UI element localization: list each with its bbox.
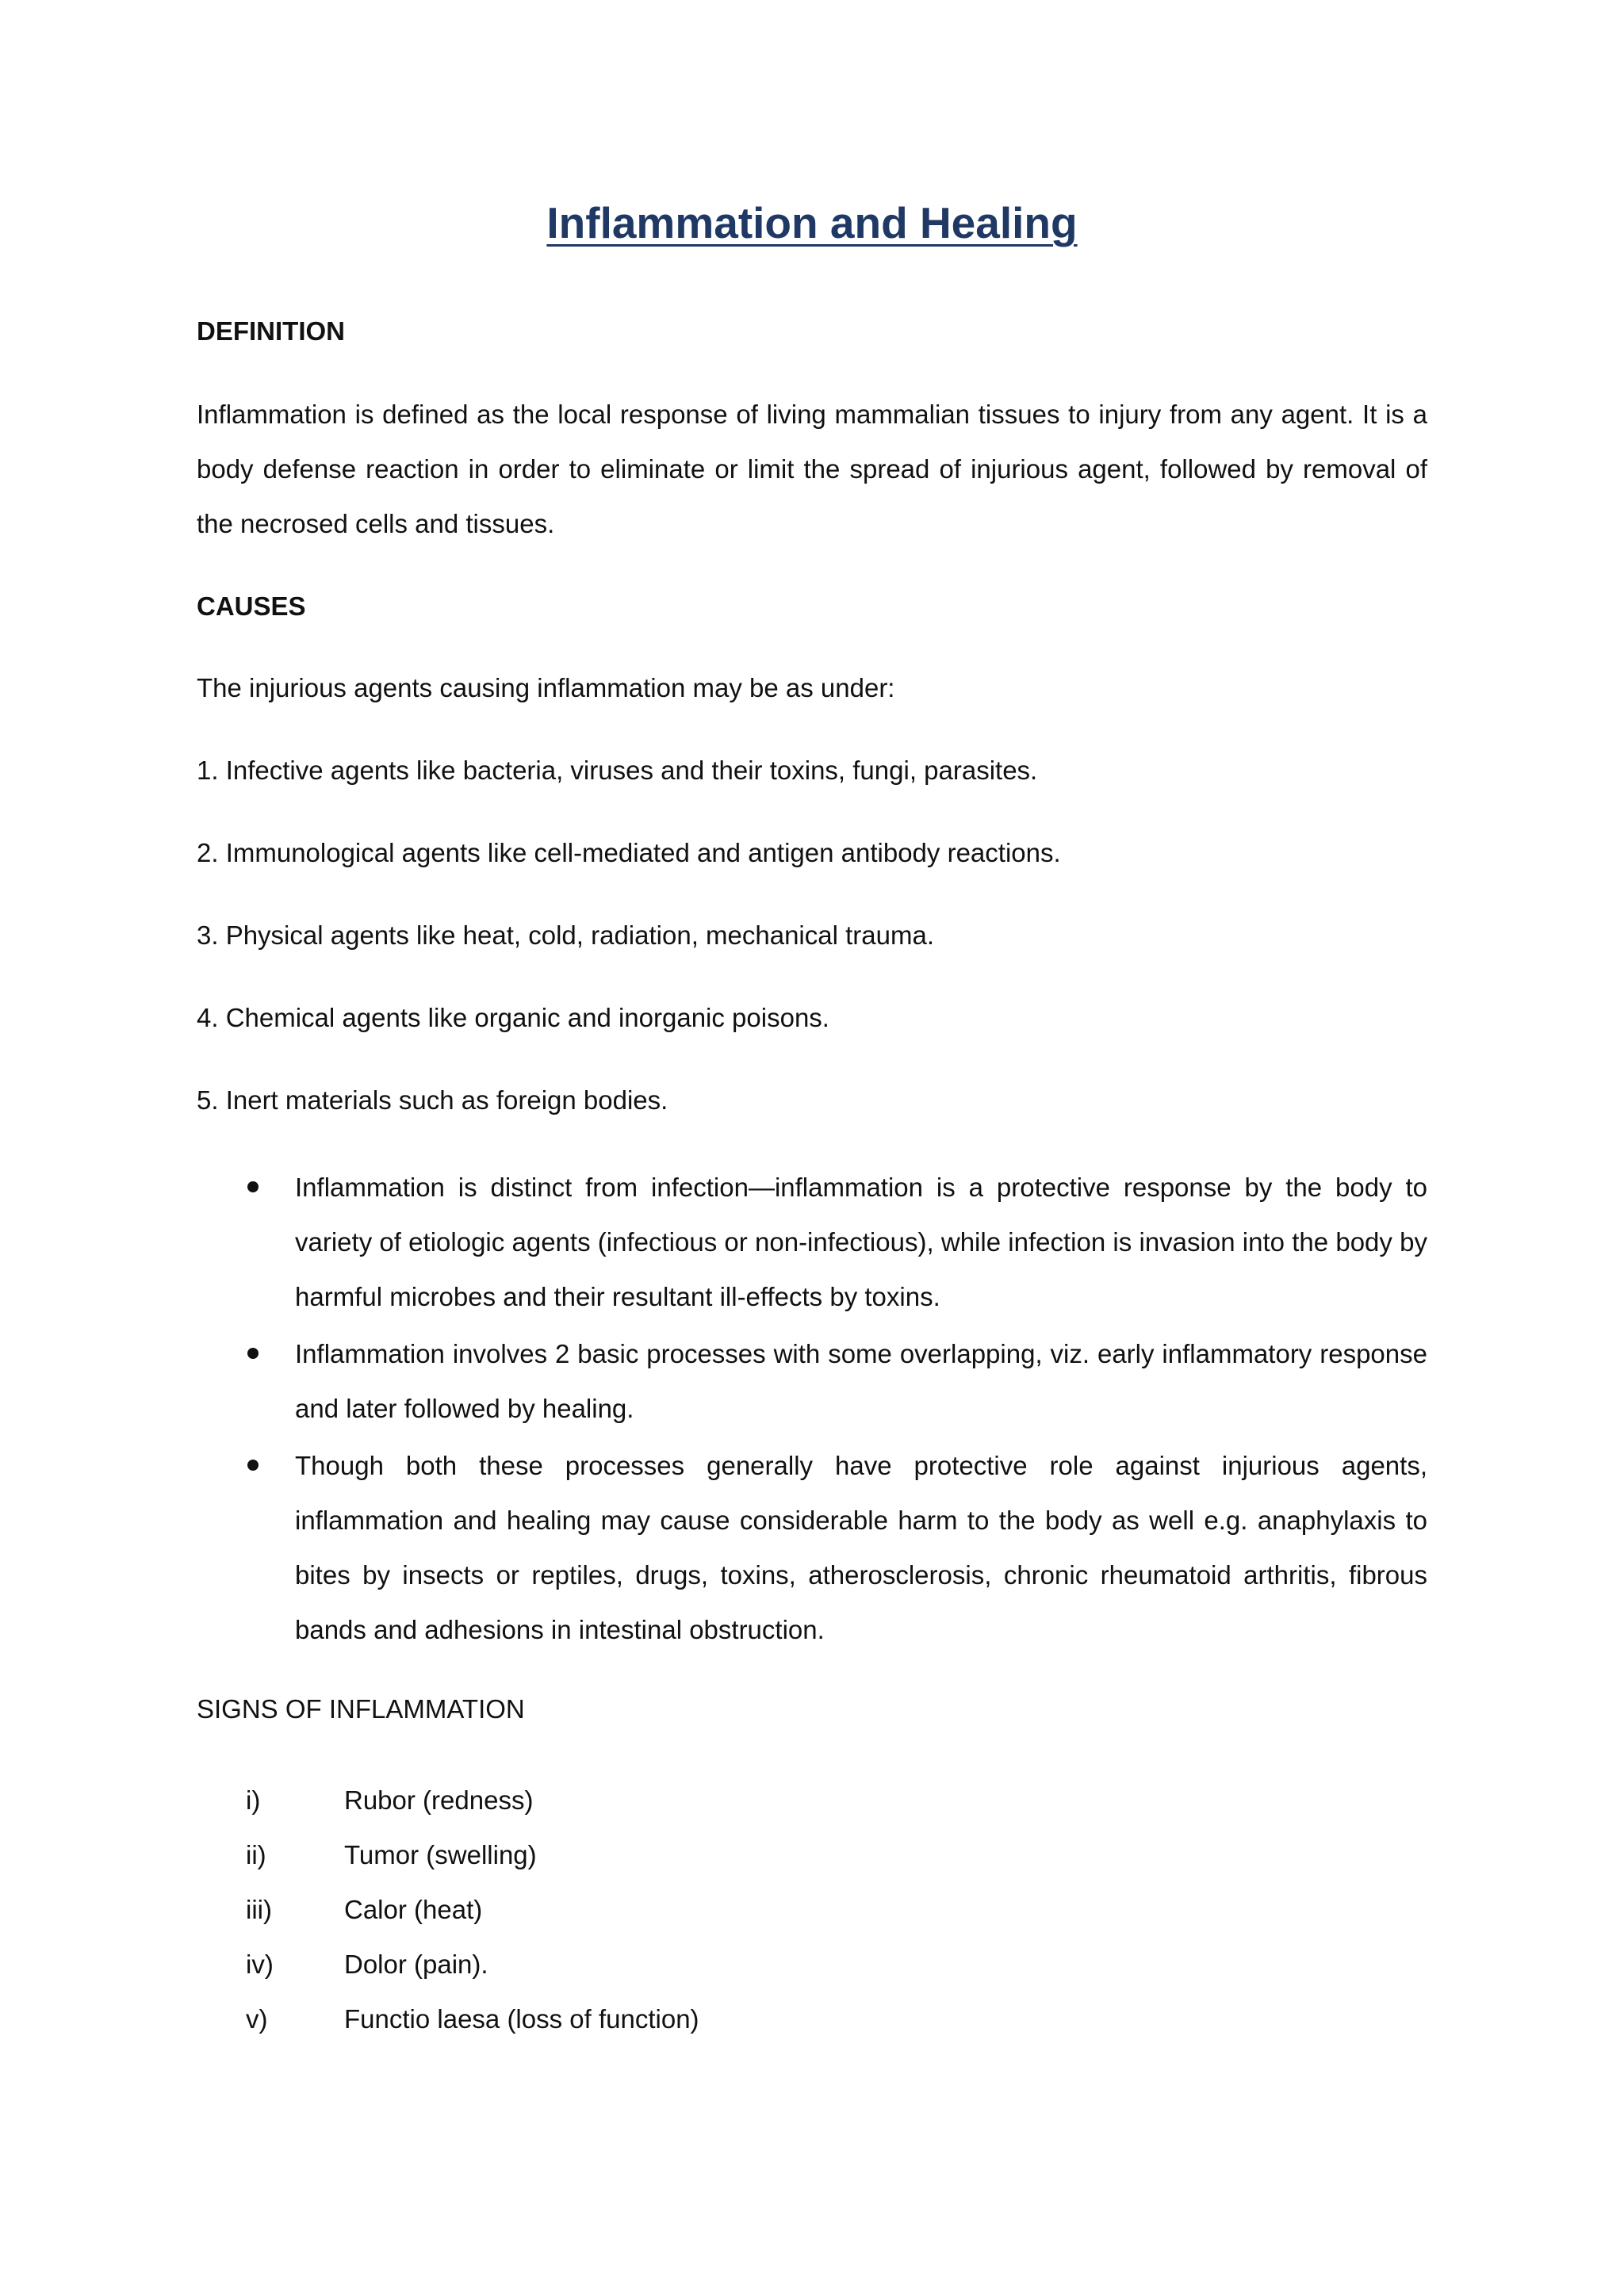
- sign-item: [197, 1992, 1427, 2046]
- document-title: Inflammation and Healing: [546, 198, 1078, 247]
- bullet-list: [197, 1160, 1427, 1657]
- bullet-dot-icon: [247, 1181, 259, 1192]
- definition-heading: DEFINITION: [197, 316, 345, 346]
- bullet-text: Inflammation is distinct from infection—inflammation is a protective response by the body to variety of etiologic agents (infectious or non-infectious), while infection is invasion into the body by harmful microbes and their resultant ill-effects by toxins.: [295, 1173, 1427, 1311]
- bullet-text: Though both these processes generally have protective role against injurious agents, inflammation and healing may cause considerable harm to the body as well e.g. anaphylaxis to bites by insects or reptiles, drugs, toxins, atherosclerosis, chronic rheumatoid arthritis, fibrous bands and adhesions in intestinal obstruction.: [295, 1451, 1427, 1644]
- bullet-dot-icon: [247, 1460, 259, 1471]
- sign-number: v): [246, 2004, 268, 2034]
- sign-number: iv): [246, 1950, 274, 1979]
- signs-list: [197, 1773, 1427, 2046]
- sign-text: Rubor (redness): [344, 1785, 534, 1815]
- cause-item-3: 3. Physical agents like heat, cold, radiation, mechanical trauma.: [197, 920, 934, 950]
- causes-intro: The injurious agents causing inflammation may be as under:: [197, 673, 895, 702]
- sign-item: [197, 1773, 1427, 1827]
- bullet-dot-icon: [247, 1348, 259, 1359]
- bullet-item: [197, 1438, 1427, 1657]
- sign-text: Tumor (swelling): [344, 1840, 537, 1869]
- sign-number: ii): [246, 1840, 266, 1869]
- cause-item-1: 1. Infective agents like bacteria, viruses and their toxins, fungi, parasites.: [197, 756, 1038, 785]
- sign-number: i): [246, 1785, 261, 1815]
- sign-item: [197, 1882, 1427, 1937]
- definition-paragraph: Inflammation is defined as the local response of living mammalian tissues to injury from any agent. It is a body defense reaction in order to eliminate or limit the spread of injurious agent, followed by removal of the necrosed cells and tissues.: [197, 400, 1427, 538]
- cause-item-2: 2. Immunological agents like cell-mediated and antigen antibody reactions.: [197, 838, 1061, 867]
- causes-heading: CAUSES: [197, 591, 306, 621]
- sign-item: [197, 1937, 1427, 1992]
- bullet-item: [197, 1160, 1427, 1324]
- signs-heading: SIGNS OF INFLAMMATION: [197, 1694, 525, 1724]
- sign-text: Calor (heat): [344, 1895, 483, 1924]
- bullet-text: Inflammation involves 2 basic processes with some overlapping, viz. early inflammatory response and later followed by healing.: [295, 1339, 1427, 1423]
- sign-item: [197, 1827, 1427, 1882]
- sign-text: Functio laesa (loss of function): [344, 2004, 699, 2034]
- sign-number: iii): [246, 1895, 272, 1924]
- cause-item-4: 4. Chemical agents like organic and inorganic poisons.: [197, 1003, 829, 1032]
- cause-item-5: 5. Inert materials such as foreign bodies.: [197, 1085, 668, 1115]
- bullet-item: [197, 1326, 1427, 1436]
- sign-text: Dolor (pain).: [344, 1950, 488, 1979]
